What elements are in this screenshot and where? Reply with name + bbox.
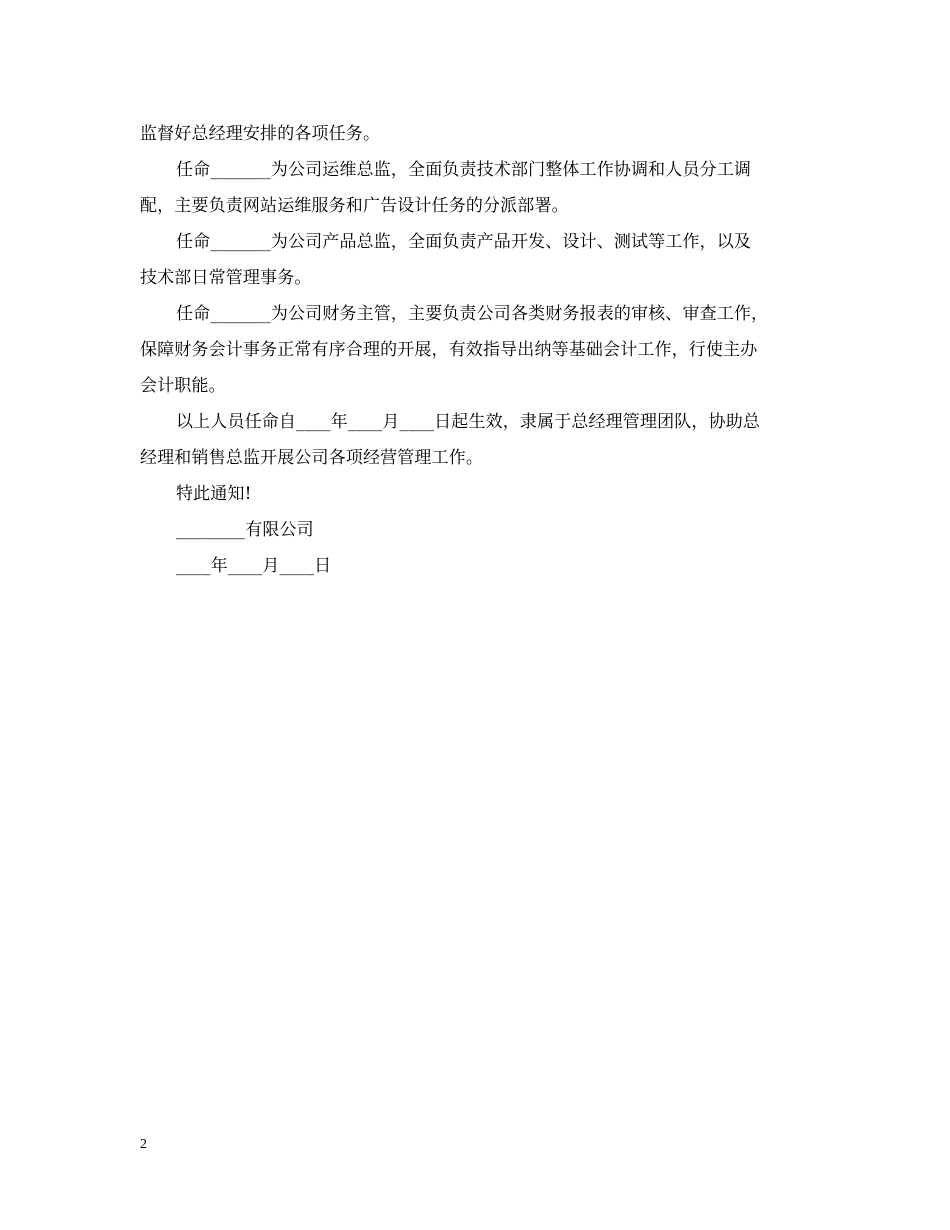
company-name-line: ________有限公司 <box>176 520 314 540</box>
text-line-10: 经理和销售总监开展公司各项经营管理工作。 <box>140 448 483 468</box>
text-line-5: 技术部日常管理事务。 <box>140 268 312 288</box>
date-line: ____年____月____日 <box>176 556 332 576</box>
text-line-7: 保障财务会计事务正常有序合理的开展，有效指导出纳等基础会计工作，行使主办 <box>140 340 758 360</box>
text-line-1: 监督好总经理安排的各项任务。 <box>140 124 381 144</box>
text-line-4: 任命_______为公司产品总监，全面负责产品开发、设计、测试等工作，以及 <box>176 232 752 252</box>
closing-notice: 特此通知! <box>176 484 252 504</box>
page-number: 2 <box>140 1137 147 1152</box>
text-line-6: 任命_______为公司财务主管，主要负责公司各类财务报表的审核、审查工作， <box>176 304 769 324</box>
text-line-2: 任命_______为公司运维总监，全面负责技术部门整体工作协调和人员分工调 <box>176 160 752 180</box>
text-line-3: 配，主要负责网站运维服务和广告设计任务的分派部署。 <box>140 196 569 216</box>
document-body <box>140 116 830 584</box>
text-line-8: 会计职能。 <box>140 376 226 396</box>
text-line-9: 以上人员任命自____年____月____日起生效，隶属于总经理管理团队，协助总 <box>176 412 760 432</box>
